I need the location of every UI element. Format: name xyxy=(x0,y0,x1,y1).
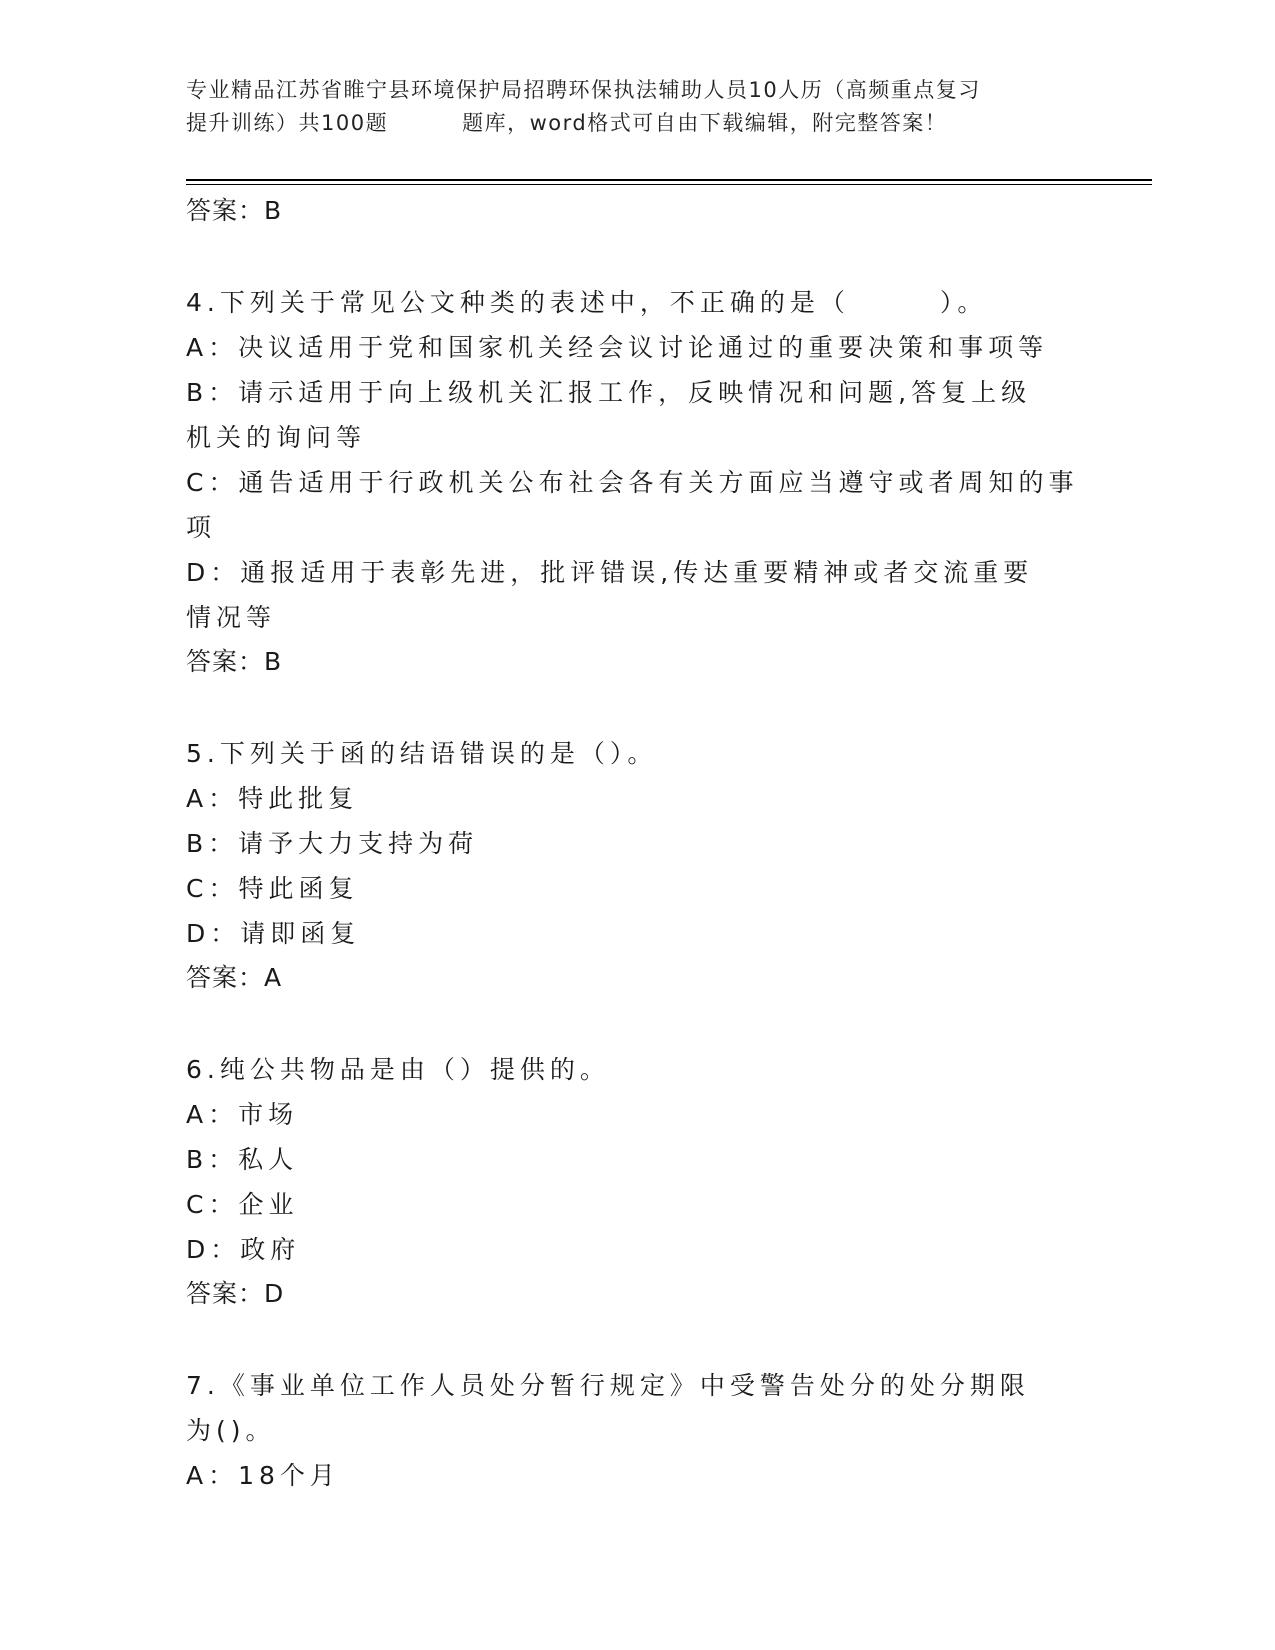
question-stem: 5.下列关于函的结语错误的是（）。 xyxy=(186,739,658,768)
option-d: D：政府 xyxy=(186,1235,301,1264)
option-b: B：请示适用于向上级机关汇报工作，反映情况和问题,答复上级机关的询问等 xyxy=(186,378,1032,452)
header-rule-thin xyxy=(186,184,1152,185)
option-a: A：18个月 xyxy=(186,1461,340,1490)
question-stem: 7.《事业单位工作人员处分暂行规定》中受警告处分的处分期限为()。 xyxy=(186,1371,1030,1445)
option-c: C：通告适用于行政机关公布社会各有关方面应当遵守或者周知的事项 xyxy=(186,468,1079,542)
header-line-2 xyxy=(186,107,1086,140)
document-body xyxy=(186,191,1086,1498)
option-d: D：通报适用于表彰先进，批评错误,传达重要精神或者交流重要情况等 xyxy=(186,558,1034,632)
answer: 答案：B xyxy=(186,647,283,676)
question-7 xyxy=(186,1363,1086,1498)
question-stem: 6.纯公共物品是由（）提供的。 xyxy=(186,1055,610,1084)
header-line-2b: 题库，word格式可自由下载编辑，附完整答案！ xyxy=(462,111,948,135)
option-d: D：请即函复 xyxy=(186,919,361,948)
option-c: C：企业 xyxy=(186,1190,299,1219)
answer-prev-question: 答案：B xyxy=(186,196,283,225)
page-header xyxy=(186,74,1086,140)
option-c: C：特此函复 xyxy=(186,874,359,903)
option-a: A：特此批复 xyxy=(186,784,359,813)
option-a: A：市场 xyxy=(186,1100,299,1129)
option-b: B：请予大力支持为荷 xyxy=(186,829,479,858)
question-stem: 4.下列关于常见公文种类的表述中，不正确的是（ ）。 xyxy=(186,288,988,317)
question-6 xyxy=(186,1047,1086,1314)
header-rule-thick xyxy=(186,179,1152,181)
option-a: A：决议适用于党和国家机关经会议讨论通过的重要决策和事项等 xyxy=(186,333,1049,362)
option-b: B：私人 xyxy=(186,1145,299,1174)
answer: 答案：A xyxy=(186,963,283,992)
header-line-1: 专业精品江苏省睢宁县环境保护局招聘环保执法辅助人员10人历（高频重点复习 xyxy=(186,78,981,102)
question-5 xyxy=(186,731,1086,998)
header-line-2a: 提升训练）共100题 xyxy=(186,111,389,135)
answer: 答案：D xyxy=(186,1279,285,1308)
question-4 xyxy=(186,280,1086,682)
